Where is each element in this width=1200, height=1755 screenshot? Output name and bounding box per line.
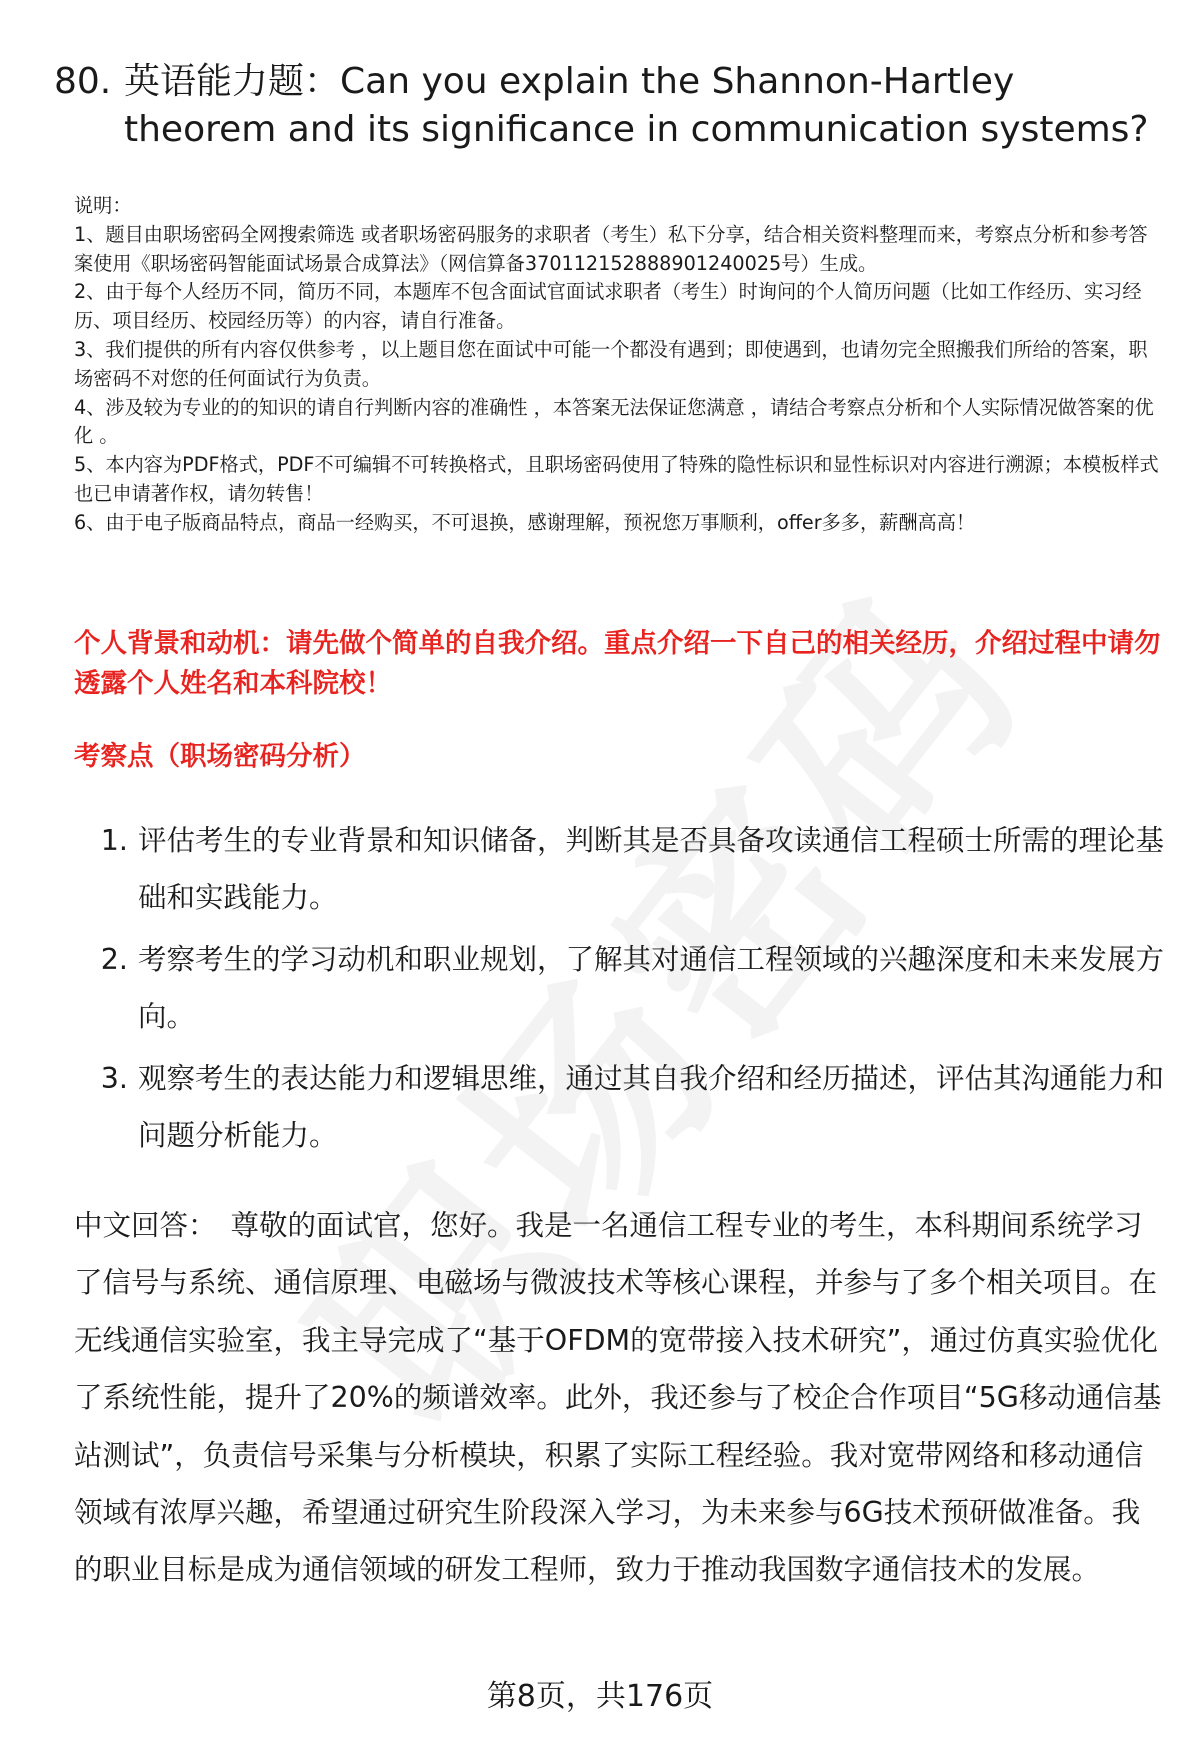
key-points-heading: 考察点（职场密码分析） (74, 741, 366, 772)
key-point-item (74, 812, 1164, 926)
question-text: 英语能力题：Can you explain the Shannon-Hartley theorem and its significance in communication systems? (124, 61, 1149, 150)
note-item: 5、本内容为PDF格式，PDF不可编辑不可转换格式，且职场密码使用了特殊的隐性标识和显性标识对内容进行溯源；本模板样式也已申请著作权，请勿转售！ (74, 453, 1159, 505)
key-point-number: 1. (100, 824, 128, 857)
note-item: 4、涉及较为专业的的知识的请自行判断内容的准确性 ，本答案无法保证您满意 ，请结合考察点分析和个人实际情况做答案的优化 。 (74, 395, 1154, 448)
key-points-list (74, 812, 1164, 1169)
note-item: 6、由于电子版商品特点，商品一经购买，不可退换，感谢理解，预祝您万事顺利，offer多多，薪酬高高！ (74, 510, 976, 534)
notes-heading: 说明： (74, 194, 132, 217)
key-point-text: 考察考生的学习动机和职业规划，了解其对通信工程领域的兴趣深度和未来发展方向。 (138, 943, 1165, 1033)
key-point-number: 2. (100, 943, 128, 976)
answer-block (74, 1197, 1164, 1599)
key-point-item (74, 931, 1164, 1045)
note-item: 2、由于每个人经历不同，简历不同，本题库不包含面试官面试求职者（考生）时询问的个人简历问题（比如工作经历、实习经历、项目经历、校园经历等）的内容，请自行准备。 (74, 280, 1142, 333)
motivation-heading: 个人背景和动机：请先做个简单的自我介绍。重点介绍一下自己的相关经历，介绍过程中请勿透露个人姓名和本科院校！ (74, 628, 1161, 699)
note-item: 1、题目由职场密码全网搜索筛选 或者职场密码服务的求职者（考生）私下分享，结合相关资料整理而来，考察点分析和参考答案使用《职场密码智能面试场景合成算法》（网信算备370112152888901240025号）生成。 (74, 222, 1148, 275)
note-item: 3、我们提供的所有内容仅供参考 ，以上题目您在面试中可能一个都没有遇到；即使遇到，也请勿完全照搬我们所给的答案，职场密码不对您的任何面试行为负责。 (74, 337, 1148, 390)
key-point-item (74, 1050, 1164, 1164)
question-number: 80. (54, 61, 112, 102)
key-point-text: 评估考生的专业背景和知识储备，判断其是否具备攻读通信工程硕士所需的理论基础和实践能力。 (138, 824, 1165, 914)
question-title (54, 58, 1164, 154)
answer-text: 尊敬的面试官，您好。我是一名通信工程专业的考生，本科期间系统学习了信号与系统、通信原理、电磁场与微波技术等核心课程，并参与了多个相关项目。在无线通信实验室，我主导完成了“基于OFDM的宽带接入技术研究”，通过仿真实验优化了系统性能，提升了20%的频谱效率。此外，我还参与了校企合作项目“5G移动通信基站测试”，负责信号采集与分析模块，积累了实际工程经验。我对宽带网络和移动通信领域有浓厚兴趣，希望通过研究生阶段深入学习，为未来参与6G技术预研做准备。我的职业目标是成为通信领域的研发工程师，致力于推动我国数字通信技术的发展。 (74, 1209, 1162, 1587)
key-point-text: 观察考生的表达能力和逻辑思维，通过其自我介绍和经历描述，评估其沟通能力和问题分析能力。 (138, 1062, 1165, 1152)
answer-label: 中文回答： (74, 1209, 217, 1242)
notes-block (74, 192, 1164, 538)
page-footer: 第8页，共176页 (486, 1679, 714, 1714)
key-point-number: 3. (100, 1062, 128, 1095)
